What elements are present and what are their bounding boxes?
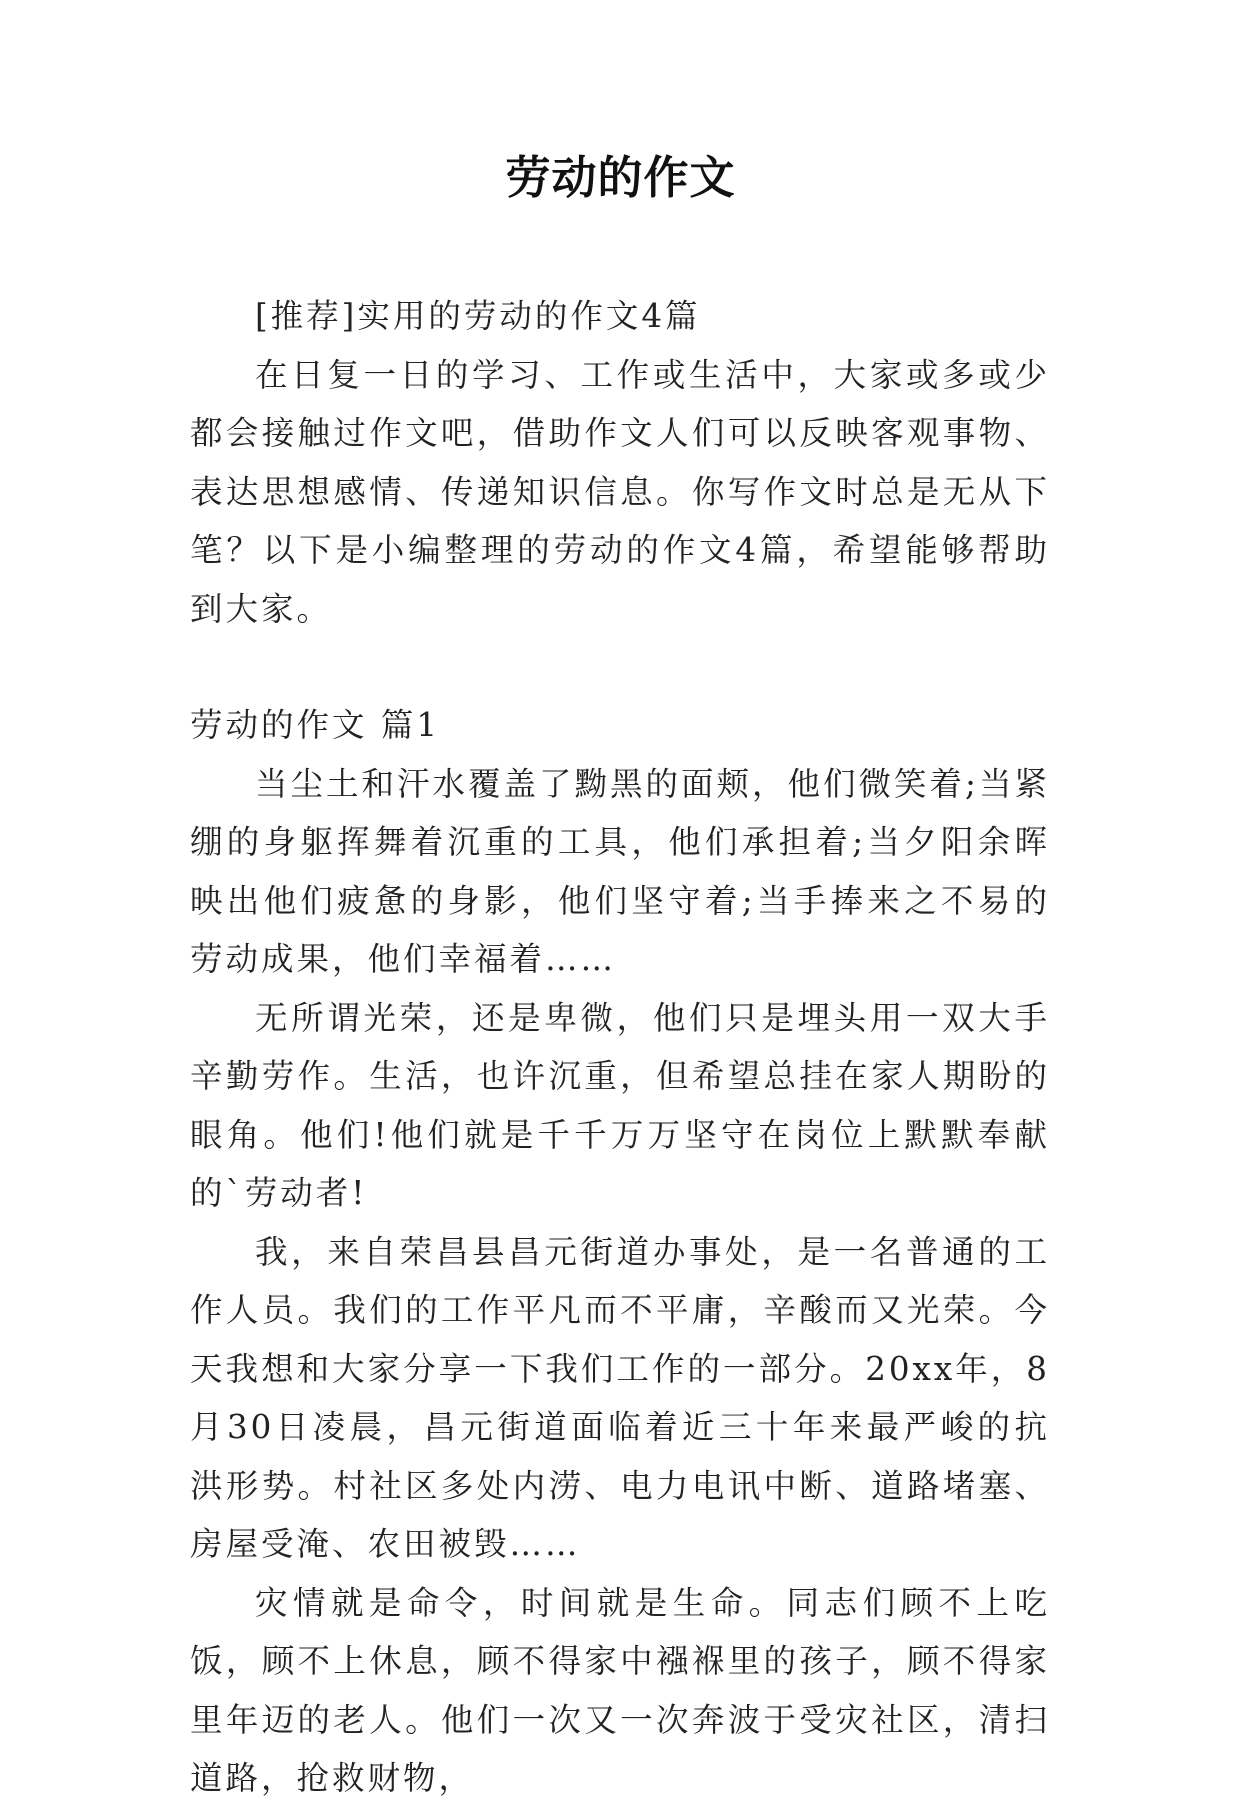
section-paragraph: 我，来自荣昌县昌元街道办事处，是一名普通的工作人员。我们的工作平凡而不平庸，辛酸而又光荣。今天我想和大家分享一下我们工作的一部分。20xx年，8月30日凌晨，昌元街道面临着近三十年来最严峻的抗洪形势。村社区多处内涝、电力电讯中断、道路堵塞、房屋受淹、农田被毁…… [190, 1232, 1050, 1563]
section-paragraph: 灾情就是命令，时间就是生命。同志们顾不上吃饭，顾不上休息，顾不得家中襁褓里的孩子，顾不得家里年迈的老人。他们一次又一次奔波于受灾社区，清扫道路，抢救财物， [190, 1583, 1050, 1797]
intro-heading: [推荐]实用的劳动的作文4篇 [255, 297, 701, 335]
section-heading: 劳动的作文 篇1 [190, 706, 441, 744]
document-title: 劳动的作文 [505, 151, 736, 204]
section-paragraph: 当尘土和汗水覆盖了黝黑的面颊，他们微笑着;当紧绷的身躯挥舞着沉重的工具，他们承担着;当夕阳余晖映出他们疲惫的身影，他们坚守着;当手捧来之不易的劳动成果，他们幸福着…… [190, 764, 1050, 978]
intro-paragraph: 在日复一日的学习、工作或生活中，大家或多或少都会接触过作文吧，借助作文人们可以反映客观事物、表达思想感情、传递知识信息。你写作文时总是无从下笔？以下是小编整理的劳动的作文4篇，希望能够帮助到大家。 [190, 355, 1050, 628]
document-body [190, 287, 1050, 1808]
section-paragraph: 无所谓光荣，还是卑微，他们只是埋头用一双大手辛勤劳作。生活，也许沉重，但希望总挂在家人期盼的眼角。他们!他们就是千千万万坚守在岗位上默默奉献的`劳动者! [190, 998, 1050, 1212]
